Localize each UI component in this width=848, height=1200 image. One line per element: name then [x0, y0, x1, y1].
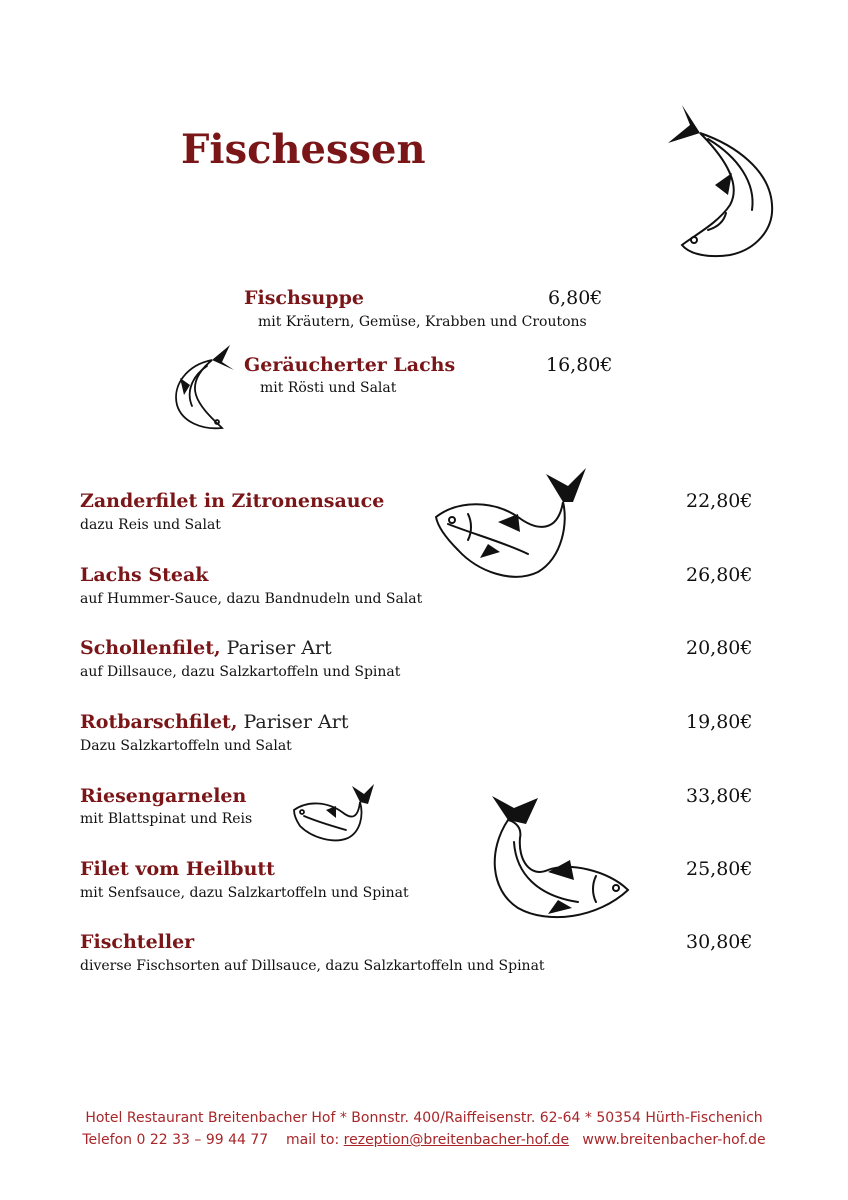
dish-desc: mit Senfsauce, dazu Salzkartoffeln und Spinat — [80, 885, 409, 901]
dish-desc: mit Blattspinat und Reis — [80, 811, 253, 827]
fish-drawing-icon — [660, 95, 785, 265]
footer-contact — [0, 1132, 848, 1149]
page-title: Fischessen — [181, 126, 426, 173]
featured-item-desc: mit Kräutern, Gemüse, Krabben und Croutons — [258, 314, 587, 330]
featured-item-price: 6,80€ — [548, 287, 603, 309]
fish-drawing-icon — [290, 780, 380, 845]
dish-name: Fischteller — [80, 931, 195, 953]
fish-drawing-icon — [162, 340, 237, 435]
featured-item-name: Geräucherter Lachs — [244, 354, 456, 376]
dish-desc: dazu Reis und Salat — [80, 517, 221, 533]
dish-name: Rotbarschfilet, Pariser Art — [80, 711, 349, 733]
featured-item-name: Fischsuppe — [244, 287, 364, 309]
dish-price: 33,80€ — [686, 785, 753, 807]
dish-price: 22,80€ — [686, 490, 753, 512]
dish-name: Lachs Steak — [80, 564, 209, 586]
dish-desc: auf Hummer-Sauce, dazu Bandnudeln und Salat — [80, 591, 423, 607]
footer-website[interactable]: www.breitenbacher-hof.de — [582, 1132, 766, 1148]
dish-name: Riesengarnelen — [80, 785, 247, 807]
dish-desc: diverse Fischsorten auf Dillsauce, dazu Salzkartoffeln und Spinat — [80, 958, 545, 974]
featured-item-desc: mit Rösti und Salat — [260, 380, 397, 396]
dish-price: 30,80€ — [686, 931, 753, 953]
dish-price: 20,80€ — [686, 637, 753, 659]
dish-name: Filet vom Heilbutt — [80, 858, 275, 880]
featured-item-price: 16,80€ — [546, 354, 613, 376]
dish-price: 25,80€ — [686, 858, 753, 880]
dish-name: Schollenfilet, Pariser Art — [80, 637, 332, 659]
fish-drawing-icon — [478, 790, 643, 925]
fish-drawing-icon — [428, 462, 598, 587]
footer-email-link[interactable]: rezeption@breitenbacher-hof.de — [343, 1132, 570, 1148]
dish-desc: auf Dillsauce, dazu Salzkartoffeln und Spinat — [80, 664, 401, 680]
footer-mail-label: mail to: — [285, 1132, 340, 1148]
footer-address: Hotel Restaurant Breitenbacher Hof * Bonnstr. 400/Raiffeisenstr. 62-64 * 50354 Hürth-Fischenich — [85, 1110, 763, 1126]
dish-price: 19,80€ — [686, 711, 753, 733]
footer-phone: Telefon 0 22 33 – 99 44 77 — [82, 1132, 269, 1148]
dish-price: 26,80€ — [686, 564, 753, 586]
dish-name: Zanderfilet in Zitronensauce — [80, 490, 385, 512]
dish-desc: Dazu Salzkartoffeln und Salat — [80, 738, 292, 754]
